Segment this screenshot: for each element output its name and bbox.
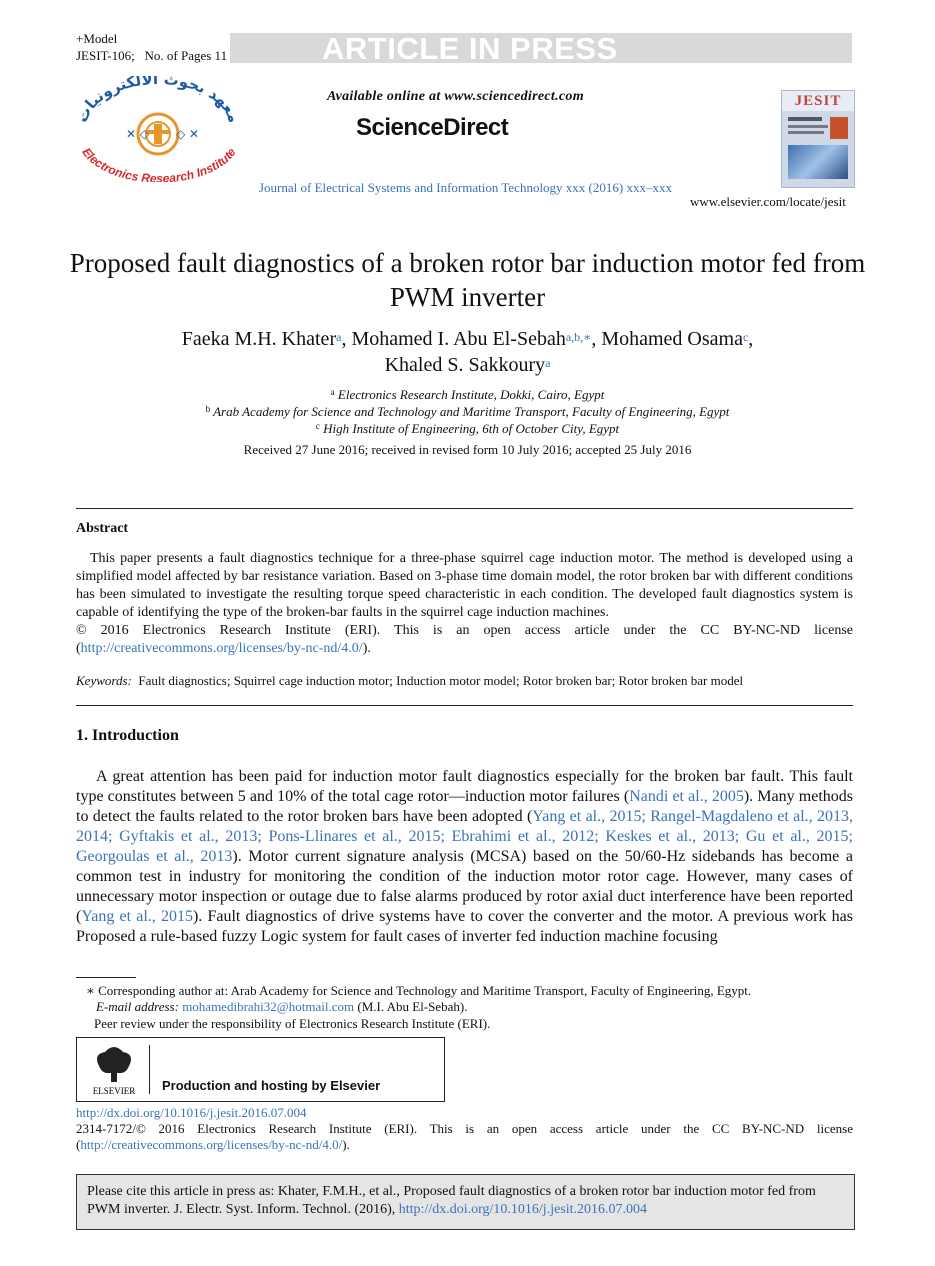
corresponding-author-note: ∗ Corresponding author at: Arab Academy for Science and Technology and Maritime Transport, Faculty of Engineering, Egypt. (86, 983, 752, 998)
citation-box (76, 1174, 855, 1230)
citation-doi-link[interactable]: http://dx.doi.org/10.1016/j.jesit.2016.07.004 (398, 1202, 648, 1217)
divider (76, 508, 853, 509)
copyright-line: © 2016 Electronics Research Institute (ERI). This is an open access article under the CC BY-NC-ND license (76, 623, 853, 638)
affiliation: $^b$ Arab Academy for Science and Technology and Maritime Transport, Faculty of Engineering, Egypt (205, 404, 730, 419)
author-name: Mohamed I. Abu El-Sebah (351, 328, 566, 350)
citation-link[interactable]: Yang et al., 2015; Rangel-Magdaleno et al., 2013, 2014; Gyftakis et al., 2013; Pons-Llinares et al., 2015; Ebrahimi et al., 2012; Keskes et al., 2013; Gu et al., 2015; Georgoulas et al., 2013 (76, 808, 853, 865)
license-link[interactable]: http://creativecommons.org/licenses/by-nc-nd/4.0/ (80, 641, 363, 656)
sciencedirect-wordmark: ScienceDirect (356, 114, 509, 141)
elsevier-tree-icon (85, 1042, 143, 1098)
svg-text:✕ ◇: ✕ ◇ (126, 127, 150, 141)
author-mark[interactable]: a,b,∗ (565, 330, 592, 344)
journal-line[interactable]: Journal of Electrical Systems and Information Technology xxx (2016) xxx–xxx (259, 180, 672, 195)
author-name: Khaled S. Sakkoury (384, 354, 546, 376)
logo-arabic-text: معهد بحوث الالكترونيات (72, 76, 244, 126)
cover-title: JESIT (794, 93, 842, 109)
svg-text:معهد بحوث الالكترونيات (73, 76, 244, 125)
keywords: Keywords: Fault diagnostics; Squirrel cage induction motor; Induction motor model; Rotor broken bar; Rotor broken bar model (76, 673, 744, 688)
author-name: Faeka M.H. Khater (181, 328, 337, 350)
article-id: JESIT-106; (76, 48, 135, 63)
elsevier-label: ELSEVIER (92, 1086, 136, 1096)
page-count: No. of Pages 11 (144, 48, 228, 63)
svg-text:◇ ✕: ◇ ✕ (176, 127, 200, 141)
citation-text: Please cite this article in press as: Khater, F.M.H., et al., Proposed fault diagnostics of a broken rotor bar induction motor fed from PWM inverter. J. Electr. Syst. Inform. Technol. (2016), (87, 1184, 816, 1217)
issn-line: 2314-7172/© 2016 Electronics Research Institute (ERI). This is an open access article under the CC BY-NC-ND license (76, 1121, 853, 1136)
header-meta (76, 30, 227, 64)
affiliations (60, 386, 875, 437)
email-link[interactable]: mohamedibrahi32@hotmail.com (182, 999, 355, 1014)
article-title: Proposed fault diagnostics of a broken rotor bar induction motor fed from PWM inverter (69, 248, 866, 312)
available-online: Available online at www.sciencedirect.com (327, 89, 584, 104)
email-note: E-mail address: mohamedibrahi32@hotmail.com (M.I. Abu El-Sebah). (96, 999, 468, 1014)
author-mark[interactable]: a (545, 356, 551, 370)
publisher-box (76, 1037, 445, 1102)
divider (76, 705, 853, 706)
author-name: Mohamed Osama (601, 328, 743, 350)
abstract-body: This paper presents a fault diagnostics technique for a three-phase squirrel cage induction motor. The method is developed using a simplified model affected by bar resistance variation. Based on 3-phase time domain model, the rotor broken bar with different conditions has been simulated to investigate the resulting torque speed characteristic in each condition. The developed fault diagnostics system is capable of identifying the type of the broken-bar faults in the squirrel cage induction machines. © 2016 Electronics Research Institute (ERI). This is an open access article under the CC BY-NC-ND license (http://creativecommons.org/licenses/by-nc-nd/4.0/). (76, 551, 853, 656)
model-label: +Model (76, 31, 118, 46)
doi-link[interactable]: http://dx.doi.org/10.1016/j.jesit.2016.07.004 (76, 1105, 307, 1120)
elsevier-url[interactable]: www.elsevier.com/locate/jesit (690, 194, 846, 209)
author-list: Faeka M.H. Khater$^a$, Mohamed I. Abu El-Sebah$^{a,b,∗}$, Mohamed Osama$^c$, Khaled S. Sakkoury$^a$ (181, 328, 754, 376)
citation-link[interactable]: Yang et al., 2015 (81, 908, 193, 925)
journal-cover-image (781, 90, 855, 188)
svg-text:Electronics Research Institute (79, 145, 239, 182)
abstract-heading: Abstract (76, 521, 129, 536)
eri-logo (68, 76, 248, 182)
section-heading: 1. Introduction (76, 727, 179, 744)
hosting-text: Production and hosting by Elsevier (162, 1078, 381, 1093)
citation-link[interactable]: Nandi et al., 2005 (629, 788, 744, 805)
peer-review-note: Peer review under the responsibility of Electronics Research Institute (ERI). (94, 1016, 491, 1031)
affiliation: $^c$ High Institute of Engineering, 6th of October City, Egypt (315, 421, 620, 436)
logo-english-text: Electronics Research Institute (79, 145, 239, 182)
intro-paragraph: A great attention has been paid for induction motor fault diagnostics especially for the broken bar fault. This fault type constitutes between 5 and 10% of the total cage rotor—induction motor failures (Nandi et al., 2005). Many methods to detect the faults related to the rotor broken bars have been adopted (Yang et al., 2015; Rangel-Magdaleno et al., 2013, 2014; Gyftakis et al., 2013; Pons-Llinares et al., 2015; Ebrahimi et al., 2012; Keskes et al., 2013; Gu et al., 2015; Georgoulas et al., 2013). Motor current signature analysis (MCSA) based on the 50/60-Hz sidebands has become a common test in industry for monitoring the condition of the induction motor rotor cage. However, many cases of unnecessary motor inspection or outage due to false alarms produced by rotor axial duct interference have been reported (Yang et al., 2015). Fault diagnostics of drive systems have to cover the converter and the motor. A previous work has Proposed a rule-based fuzzy Logic system for fault cases of inverter fed induction machine focusing (76, 768, 853, 945)
banner-text: ARTICLE IN PRESS (322, 31, 618, 66)
author-mark[interactable]: c (742, 330, 749, 344)
license-line: (http://creativecommons.org/licenses/by-nc-nd/4.0/). (76, 1137, 350, 1152)
article-in-press-banner (230, 31, 852, 66)
license-link[interactable]: http://creativecommons.org/licenses/by-nc-nd/4.0/ (80, 1137, 343, 1152)
author-mark[interactable]: a (336, 330, 342, 344)
received-dates: Received 27 June 2016; received in revised form 10 July 2016; accepted 25 July 2016 (243, 442, 692, 457)
affiliation: $^a$ Electronics Research Institute, Dokki, Cairo, Egypt (330, 387, 605, 402)
footnote-rule (76, 977, 136, 978)
